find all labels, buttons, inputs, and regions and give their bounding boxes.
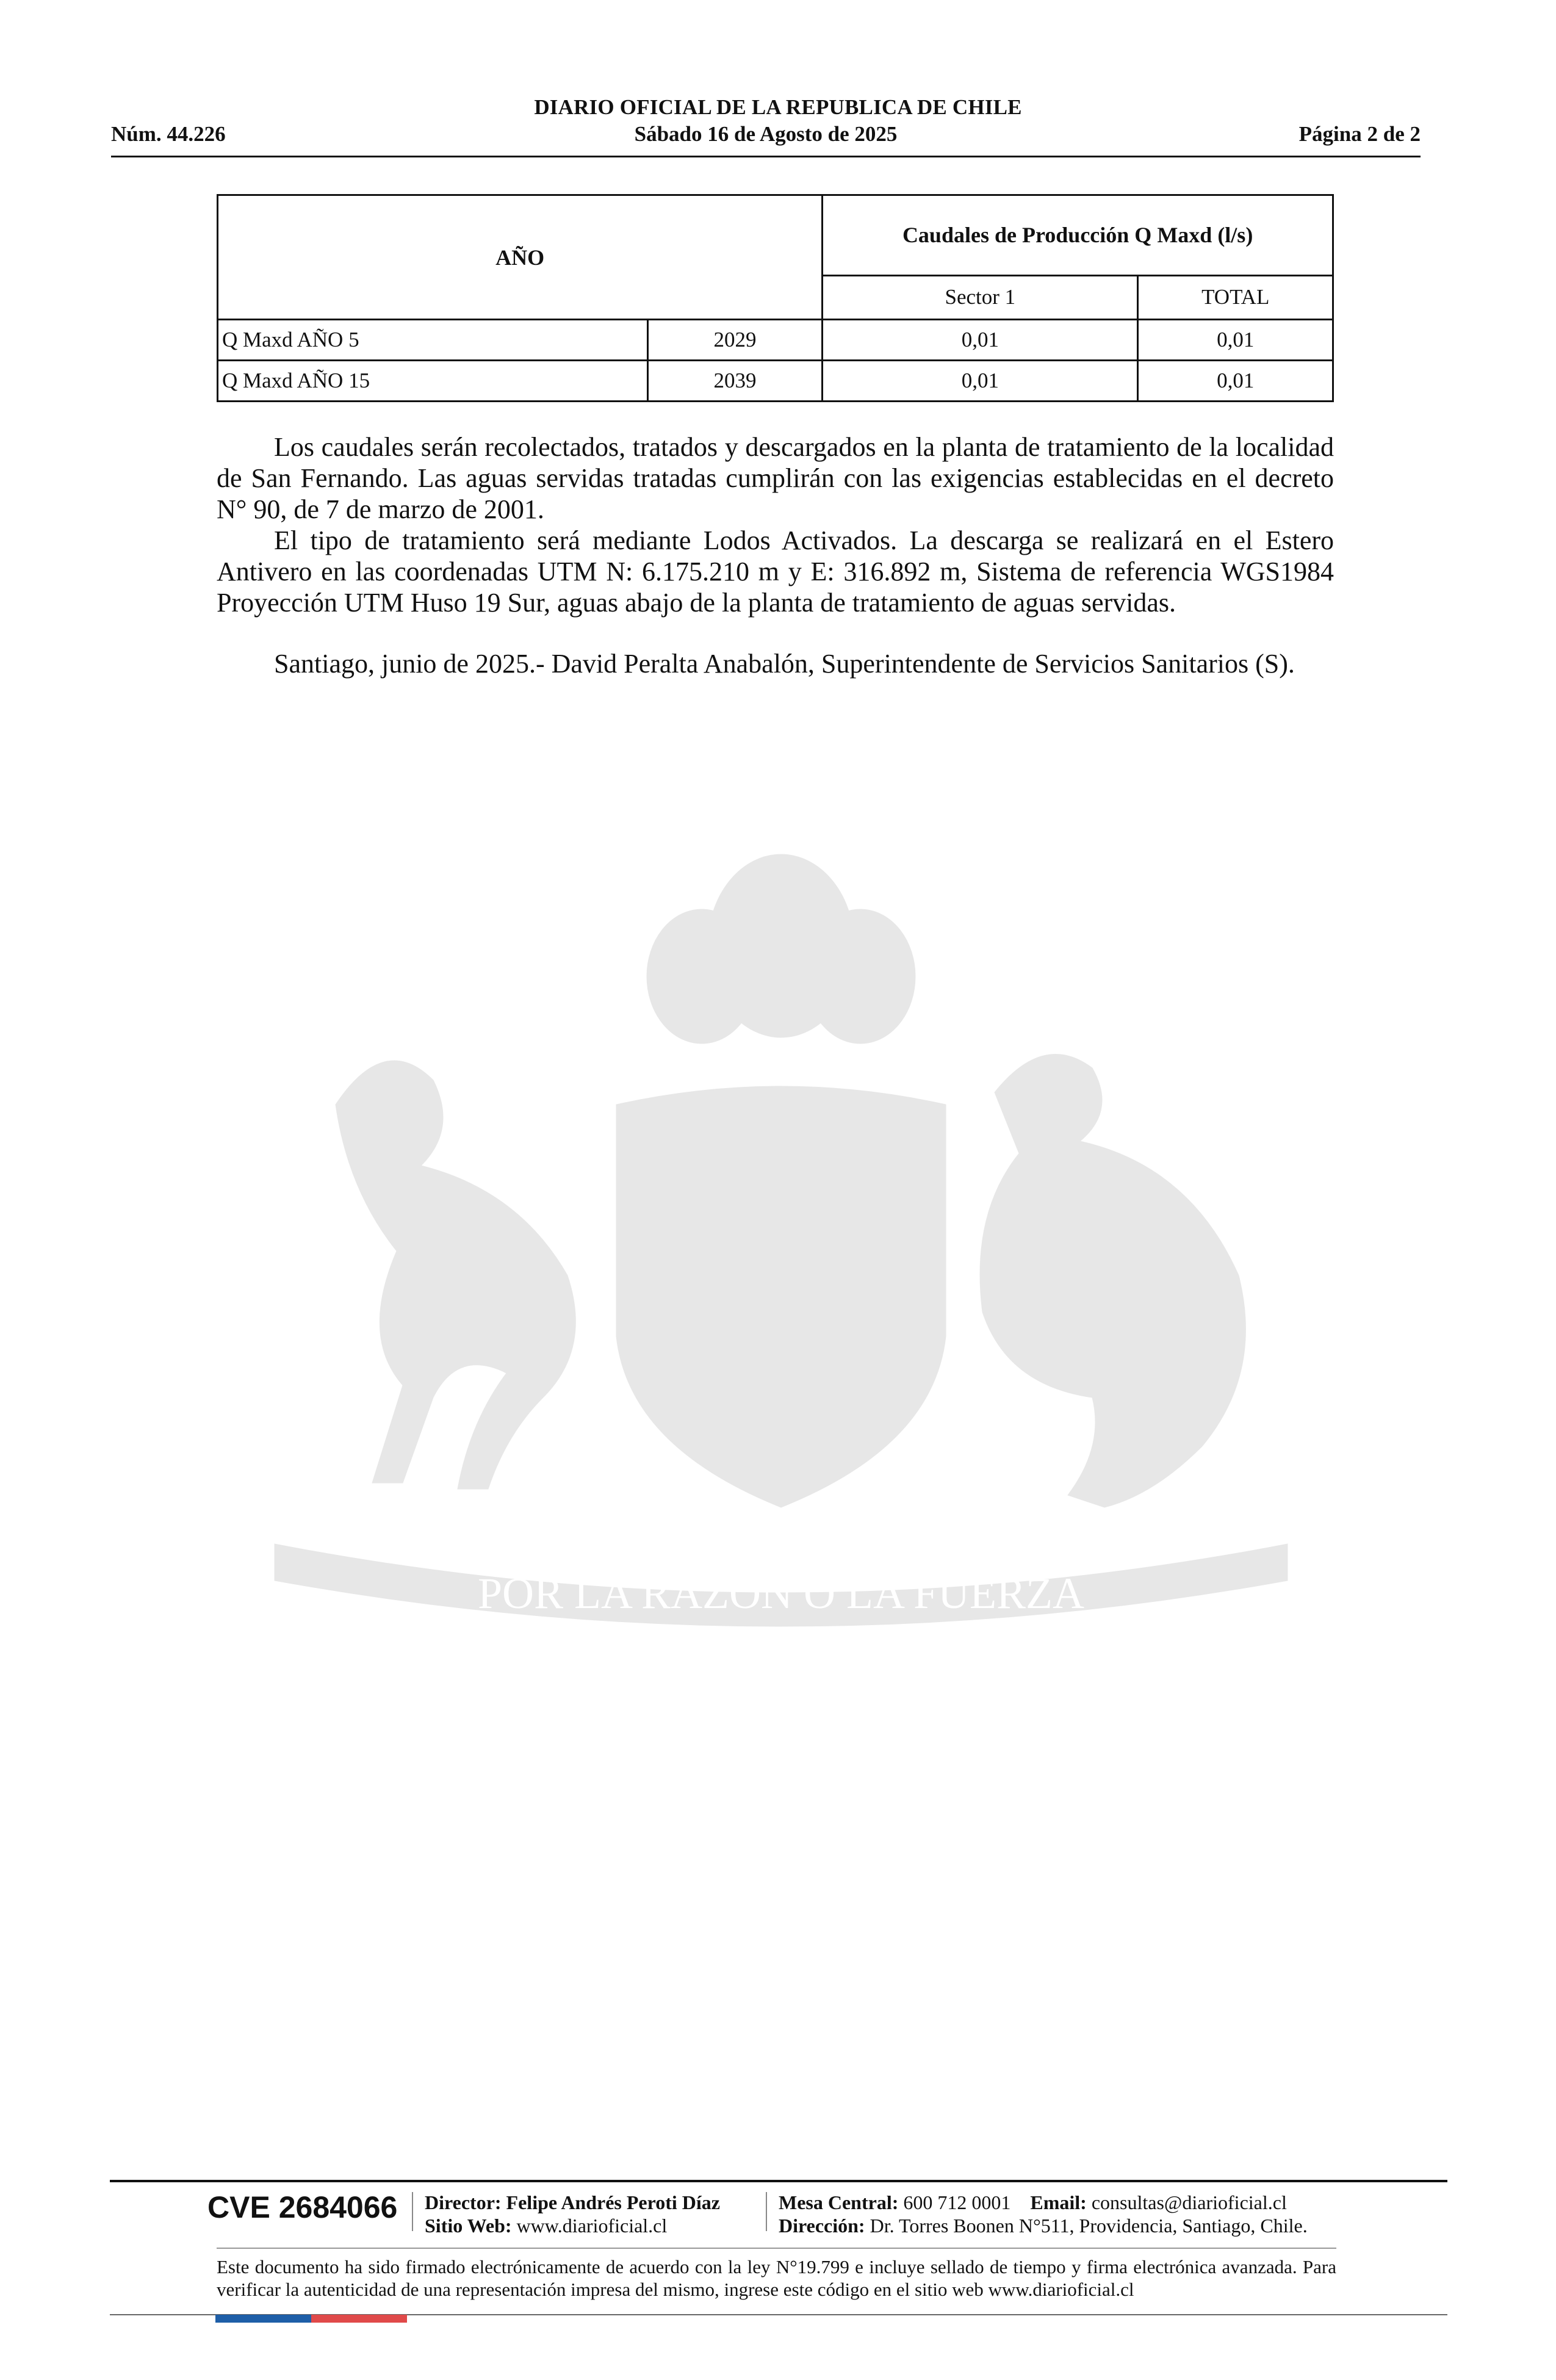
footer-divider (110, 2180, 1447, 2182)
year-header: AÑO (218, 195, 823, 320)
page-indicator: Página 2 de 2 (1298, 122, 1421, 146)
director-label: Director: (425, 2191, 502, 2213)
footer-contact-block (779, 2191, 1308, 2237)
address-value: Dr. Torres Boonen N°511, Providencia, Santiago, Chile. (870, 2215, 1308, 2237)
row-sector: 0,01 (823, 320, 1138, 361)
table-row (218, 320, 1333, 361)
table-header-row (218, 195, 1333, 276)
row-label: Q Maxd AÑO 5 (218, 320, 648, 361)
web-label: Sitio Web: (425, 2215, 512, 2237)
mesa-phone: 600 712 0001 (903, 2191, 1011, 2213)
newspaper-title: DIARIO OFICIAL DE LA REPUBLICA DE CHILE (534, 95, 1022, 119)
row-label: Q Maxd AÑO 15 (218, 361, 648, 402)
footer-separator (412, 2192, 413, 2231)
legal-notice: Este documento ha sido firmado electrónicamente de acuerdo con la ley N°19.799 e incluye sellado de tiempo y firma electrónica avanzada. Para verificar la autenticidad de una representación impresa del mismo, ingrese este código en el sitio web www.diarioficial.cl (217, 2256, 1336, 2300)
header-divider (111, 156, 1421, 157)
coat-of-arms-icon (201, 848, 1361, 1672)
sector-header: Sector 1 (823, 275, 1138, 319)
footer-inner-divider (217, 2248, 1336, 2249)
email-label: Email: (1030, 2191, 1087, 2213)
director-name: Felipe Andrés Peroti Díaz (506, 2191, 720, 2213)
footer-separator (766, 2192, 767, 2231)
paragraph: Los caudales serán recolectados, tratados y descargados en la planta de tratamiento de la localidad de San Fernando. Las aguas servidas tratadas cumplirán con las exigencias establecidas en el decreto N° 90, de 7 de marzo de 2001. (217, 432, 1334, 524)
paragraph: El tipo de tratamiento será mediante Lodos Activados. La descarga se realizará en el Estero Antivero en las coordenadas UTM N: 6.175.210 m y E: 316.892 m, Sistema de referencia WGS1984 Proyección UTM Huso 19 Sur, aguas abajo de la planta de tratamiento de aguas servidas. (217, 525, 1334, 618)
issue-number: Núm. 44.226 (111, 122, 226, 146)
email-link[interactable]: consultas@diarioficial.cl (1091, 2191, 1287, 2213)
row-total: 0,01 (1138, 320, 1333, 361)
total-header: TOTAL (1138, 275, 1333, 319)
issue-date: Sábado 16 de Agosto de 2025 (634, 122, 898, 146)
flow-header: Caudales de Producción Q Maxd (l/s) (823, 195, 1333, 276)
cve-code: CVE 2684066 (207, 2190, 398, 2224)
row-total: 0,01 (1138, 361, 1333, 402)
address-label: Dirección: (779, 2215, 865, 2237)
table-row (218, 361, 1333, 402)
flow-table (217, 194, 1334, 402)
flag-stripe-red (311, 2315, 407, 2323)
body-text (217, 431, 1334, 679)
motto-text: POR LA RAZON O LA FUERZA (477, 1569, 1085, 1618)
web-link[interactable]: www.diarioficial.cl (516, 2215, 668, 2237)
footer-director-block (425, 2191, 720, 2237)
mesa-label: Mesa Central: (779, 2191, 899, 2213)
row-year: 2029 (647, 320, 823, 361)
row-sector: 0,01 (823, 361, 1138, 402)
flag-stripe-blue (215, 2315, 311, 2323)
row-year: 2039 (647, 361, 823, 402)
signature-paragraph: Santiago, junio de 2025.- David Peralta Anabalón, Superintendente de Servicios Sanitarios (S). (274, 649, 1295, 679)
